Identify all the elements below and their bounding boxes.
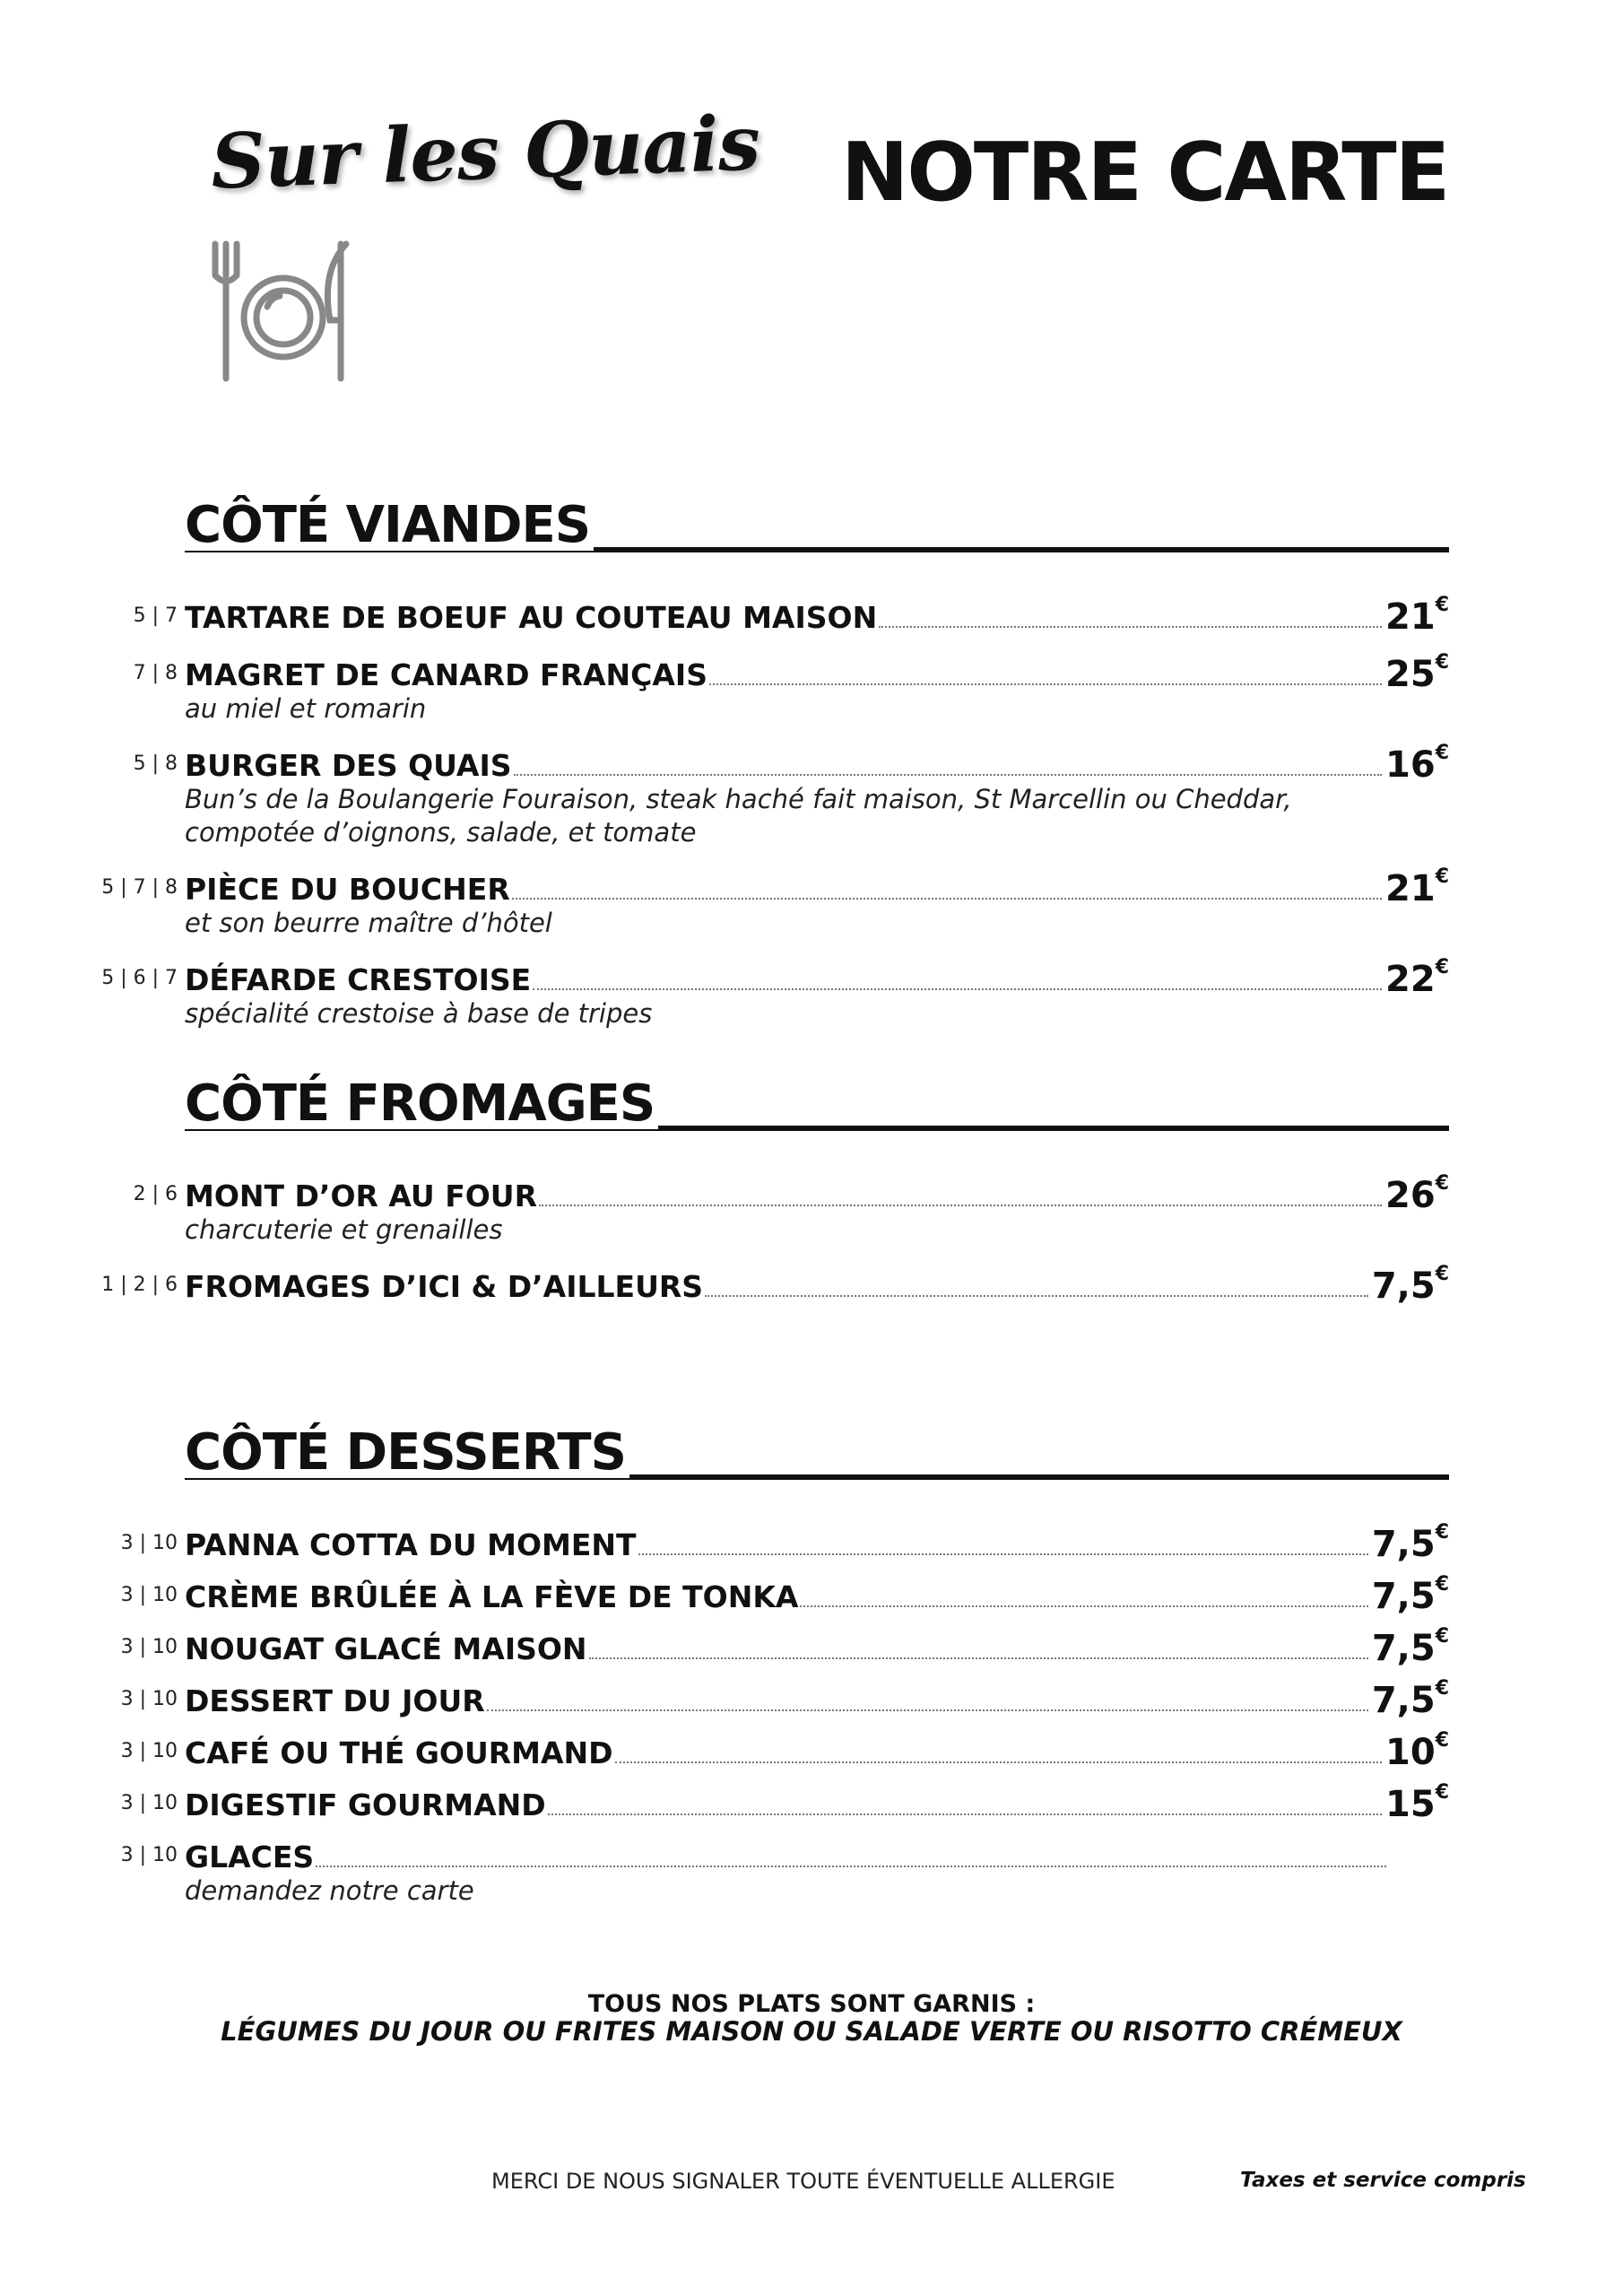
menu-item [120, 1781, 1449, 1825]
item-name: PIÈCE DU BOUCHER [185, 872, 510, 907]
section-heading: CÔTÉ VIANDES [185, 466, 1449, 552]
dot-leader [487, 1709, 1368, 1711]
menu-item [133, 651, 1449, 726]
menu-item [120, 1729, 1449, 1773]
item-price: 26€ [1385, 1172, 1449, 1216]
page-title: NOTRE CARTE [841, 126, 1449, 220]
dot-leader [589, 1657, 1368, 1659]
taxes-note: Taxes et service compris [1240, 2169, 1526, 2192]
garnish-detail: LÉGUMES DU JOUR OU FRITES MAISON OU SALADE VERTE OU RISOTTO CRÉMEUX [221, 2016, 1402, 2047]
allergen-codes: 3 | 10 [120, 1792, 178, 1814]
item-price: 21€ [1385, 594, 1449, 638]
garnish-title: TOUS NOS PLATS SONT GARNIS : [587, 1990, 1036, 2018]
currency-symbol: € [1435, 651, 1449, 674]
section-heading: CÔTÉ FROMAGES [185, 1045, 1449, 1131]
item-name: BURGER DES QUAIS [185, 748, 512, 783]
menu-item [133, 742, 1449, 849]
item-name: PANNA COTTA DU MOMENT [185, 1527, 637, 1562]
allergen-codes: 5 | 6 | 7 [101, 967, 178, 989]
allergen-codes: 5 | 7 | 8 [101, 876, 178, 899]
item-price: 7,5€ [1371, 1263, 1449, 1307]
item-name: TARTARE DE BOEUF AU COUTEAU MAISON [185, 600, 878, 635]
item-price: 7,5€ [1371, 1677, 1449, 1721]
dot-leader [879, 626, 1382, 628]
item-name: MONT D’OR AU FOUR [185, 1178, 538, 1213]
item-price: 7,5€ [1371, 1573, 1449, 1617]
section-heading: CÔTÉ DESSERTS [185, 1394, 1449, 1480]
currency-symbol: € [1435, 1625, 1449, 1648]
item-price: 10€ [1385, 1729, 1449, 1773]
item-name: DÉFARDE CRESTOISE [185, 962, 532, 997]
allergy-note: MERCI DE NOUS SIGNALER TOUTE ÉVENTUELLE ALLERGIE [491, 2169, 1115, 2194]
item-price: 7,5€ [1371, 1625, 1449, 1669]
section-viandes [101, 466, 1449, 1031]
dot-leader [539, 1205, 1382, 1206]
item-description: spécialité crestoise à base de tripes [185, 998, 653, 1029]
allergen-codes: 5 | 8 [133, 752, 178, 775]
dot-leader [548, 1813, 1382, 1815]
currency-symbol: € [1435, 742, 1449, 764]
menu-item [120, 1677, 1449, 1721]
item-price: 7,5€ [1371, 1521, 1449, 1565]
allergen-codes: 7 | 8 [133, 662, 178, 684]
dot-leader [705, 1295, 1368, 1297]
item-price: 16€ [1385, 742, 1449, 786]
item-price: 15€ [1385, 1781, 1449, 1825]
allergen-codes: 3 | 10 [120, 1636, 178, 1658]
item-name: NOUGAT GLACÉ MAISON [185, 1631, 587, 1666]
item-description: demandez notre carte [185, 1875, 474, 1906]
section-desserts [120, 1394, 1449, 1908]
currency-symbol: € [1435, 1521, 1449, 1544]
currency-symbol: € [1435, 1729, 1449, 1752]
currency-symbol: € [1435, 1172, 1449, 1195]
menu-item [120, 1625, 1449, 1669]
menu-item [133, 594, 1449, 638]
dot-leader [512, 898, 1382, 900]
restaurant-logo-text: Sur les Quais [209, 98, 761, 206]
item-name: DIGESTIF GOURMAND [185, 1787, 546, 1822]
item-price: 22€ [1385, 956, 1449, 1000]
currency-symbol: € [1435, 1677, 1449, 1700]
allergen-codes: 1 | 2 | 6 [101, 1274, 178, 1296]
menu-item [120, 1573, 1449, 1617]
currency-symbol: € [1435, 1573, 1449, 1596]
allergen-codes: 3 | 10 [120, 1844, 178, 1866]
allergen-codes: 3 | 10 [120, 1584, 178, 1606]
allergen-codes: 3 | 10 [120, 1688, 178, 1710]
item-description: au miel et romarin [185, 693, 427, 724]
item-description: charcuterie et grenailles [185, 1214, 503, 1245]
menu-item [101, 956, 1449, 1031]
allergen-codes: 5 | 7 [133, 604, 178, 627]
currency-symbol: € [1435, 594, 1449, 616]
garnish-note [0, 1991, 1623, 2045]
dot-leader [533, 988, 1382, 990]
menu-item [120, 1521, 1449, 1565]
allergen-codes: 2 | 6 [133, 1183, 178, 1205]
menu-item [133, 1172, 1449, 1247]
dot-leader [638, 1553, 1368, 1555]
allergen-codes: 3 | 10 [120, 1532, 178, 1554]
currency-symbol: € [1435, 1781, 1449, 1804]
menu-item [120, 1835, 1449, 1908]
section-fromages [101, 1045, 1449, 1307]
menu-item [101, 1263, 1449, 1307]
item-name: FROMAGES D’ICI & D’AILLEURS [185, 1269, 704, 1304]
dot-leader [316, 1866, 1386, 1867]
item-description: Bun’s de la Boulangerie Fouraison, steak haché fait maison, St Marcellin ou Cheddar, [185, 784, 1292, 814]
item-description: compotée d’oignons, salade, et tomate [185, 817, 697, 848]
dot-leader [615, 1761, 1382, 1763]
currency-symbol: € [1435, 865, 1449, 888]
currency-symbol: € [1435, 956, 1449, 978]
menu-item [101, 865, 1449, 940]
item-description: et son beurre maître d’hôtel [185, 908, 552, 938]
dot-leader [709, 683, 1382, 685]
item-name: CAFÉ OU THÉ GOURMAND [185, 1735, 613, 1770]
item-name: DESSERT DU JOUR [185, 1683, 485, 1718]
item-name: GLACES [185, 1839, 315, 1874]
item-name: MAGRET DE CANARD FRANÇAIS [185, 657, 707, 692]
item-name: CRÈME BRÛLÉE À LA FÈVE DE TONKA [185, 1579, 799, 1614]
plate-fork-knife-icon [204, 235, 357, 387]
currency-symbol: € [1435, 1263, 1449, 1285]
dot-leader [800, 1605, 1367, 1607]
item-price: 21€ [1385, 865, 1449, 909]
item-price: 25€ [1385, 651, 1449, 695]
dot-leader [514, 774, 1383, 776]
allergen-codes: 3 | 10 [120, 1740, 178, 1762]
